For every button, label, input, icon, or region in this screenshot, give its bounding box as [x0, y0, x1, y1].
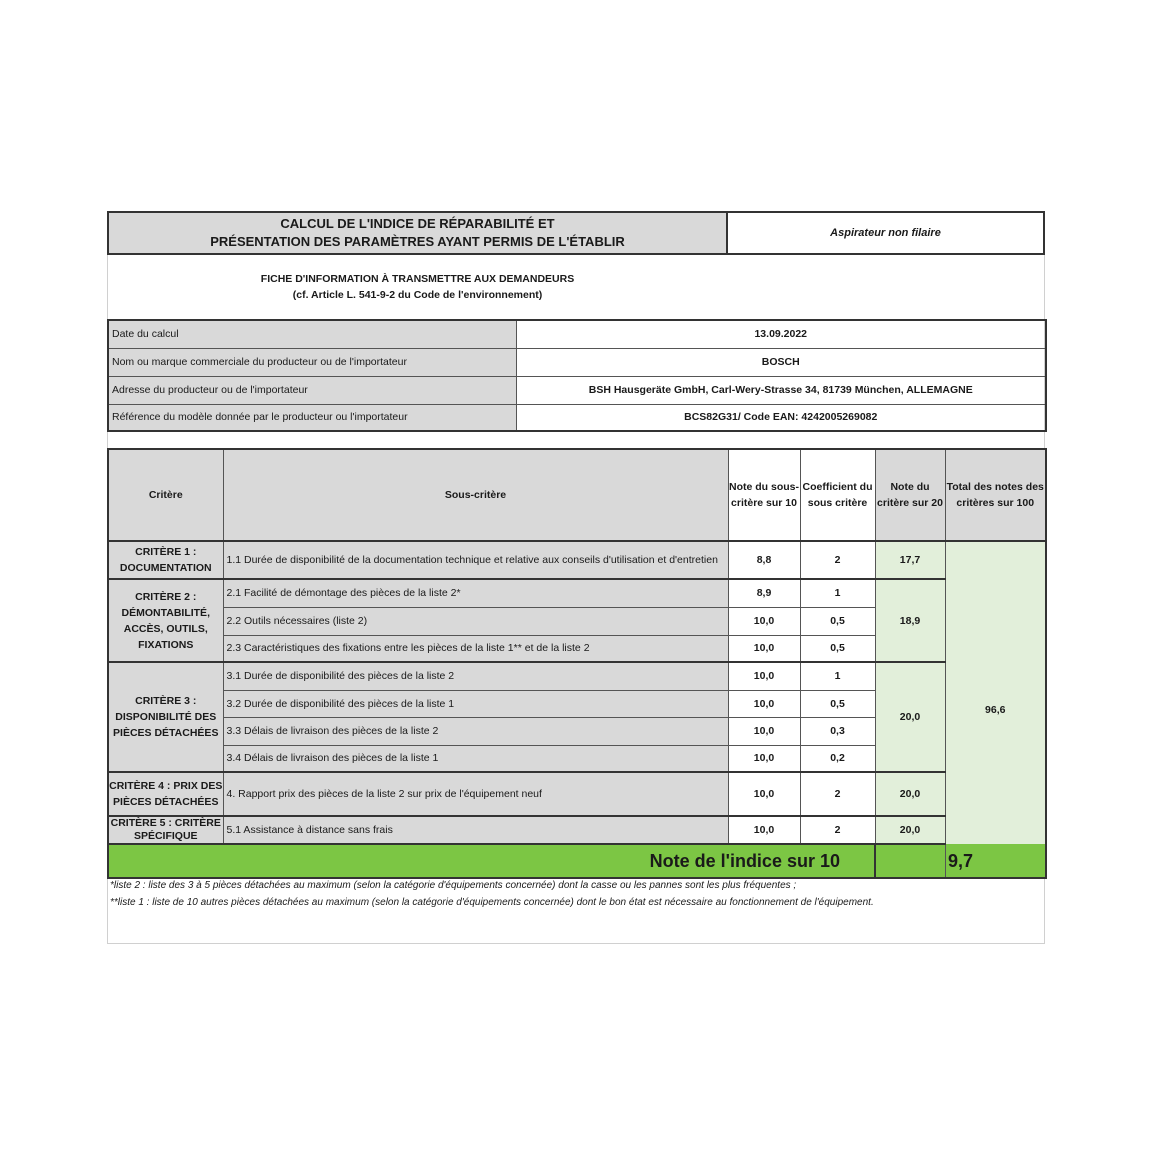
- header-coefficient: Coefficient du sous critère: [800, 449, 875, 541]
- criterion-3-score: 20,0: [875, 662, 945, 772]
- fiche-block: [107, 270, 728, 304]
- title-line-2: PRÉSENTATION DES PARAMÈTRES AYANT PERMIS DE L'ÉTABLIR: [210, 234, 625, 249]
- subcriterion-4: 4. Rapport prix des pièces de la liste 2 sur prix de l'équipement neuf: [223, 772, 728, 816]
- criterion-2-score: 18,9: [875, 579, 945, 662]
- note-5-1: 10,0: [728, 816, 800, 844]
- product-type-box: [726, 211, 1045, 255]
- header-note-critere: Note du critère sur 20: [875, 449, 945, 541]
- criterion-4-score: 20,0: [875, 772, 945, 816]
- info-label-date: Date du calcul: [108, 320, 516, 348]
- coef-3-3: 0,3: [800, 717, 875, 745]
- info-table: [107, 319, 1047, 432]
- note-2-3: 10,0: [728, 635, 800, 662]
- title-box: [107, 211, 728, 255]
- subcriterion-3-3: 3.3 Délais de livraison des pièces de la liste 2: [223, 717, 728, 745]
- criteria-table: [107, 448, 1047, 879]
- coef-3-4: 0,2: [800, 745, 875, 772]
- note-2-1: 8,9: [728, 579, 800, 607]
- index-label: Note de l'indice sur 10: [108, 844, 875, 878]
- note-4: 10,0: [728, 772, 800, 816]
- title-line-1: CALCUL DE L'INDICE DE RÉPARABILITÉ ET: [280, 216, 555, 231]
- note-3-3: 10,0: [728, 717, 800, 745]
- coef-2-2: 0,5: [800, 607, 875, 635]
- coef-5-1: 2: [800, 816, 875, 844]
- total-score-100: 96,6: [945, 541, 1046, 878]
- product-type: Aspirateur non filaire: [830, 227, 941, 239]
- header-critere: Critère: [108, 449, 223, 541]
- subcriterion-5-1: 5.1 Assistance à distance sans frais: [223, 816, 728, 844]
- coef-3-1: 1: [800, 662, 875, 690]
- coef-2-1: 1: [800, 579, 875, 607]
- criterion-5-name: CRITÈRE 5 : CRITÈRE SPÉCIFIQUE: [108, 816, 223, 844]
- subcriterion-2-1: 2.1 Facilité de démontage des pièces de la liste 2*: [223, 579, 728, 607]
- criterion-5-score: 20,0: [875, 816, 945, 844]
- header-total: Total des notes des critères sur 100: [945, 449, 1046, 541]
- info-label-address: Adresse du producteur ou de l'importateur: [108, 376, 516, 404]
- note-3-2: 10,0: [728, 690, 800, 717]
- info-value-brand: BOSCH: [516, 348, 1046, 376]
- criterion-1-name: CRITÈRE 1 : DOCUMENTATION: [108, 541, 223, 579]
- note-1-1: 8,8: [728, 541, 800, 579]
- info-label-brand: Nom ou marque commerciale du producteur ou de l'importateur: [108, 348, 516, 376]
- header-note-sous-critere: Note du sous-critère sur 10: [728, 449, 800, 541]
- subcriterion-2-2: 2.2 Outils nécessaires (liste 2): [223, 607, 728, 635]
- info-value-address: BSH Hausgeräte GmbH, Carl-Wery-Strasse 34, 81739 München, ALLEMAGNE: [516, 376, 1046, 404]
- footnote-liste-1: **liste 1 : liste de 10 autres pièces détachées au maximum (selon la catégorie d'équipements concernée) dont le bon état est nécessaire au fonctionnement de l'équipement.: [110, 897, 874, 908]
- footnotes: [110, 877, 1042, 911]
- info-value-reference: BCS82G31/ Code EAN: 4242005269082: [516, 404, 1046, 431]
- subcriterion-2-3: 2.3 Caractéristiques des fixations entre les pièces de la liste 1** et de la liste 2: [223, 635, 728, 662]
- criterion-4-name: CRITÈRE 4 : PRIX DES PIÈCES DÉTACHÉES: [108, 772, 223, 816]
- criterion-1-score: 17,7: [875, 541, 945, 579]
- footnote-liste-2: *liste 2 : liste des 3 à 5 pièces détachées au maximum (selon la catégorie d'équipements concernée) dont la casse ou les pannes sont les plus fréquentes ;: [110, 880, 797, 891]
- info-value-date: 13.09.2022: [516, 320, 1046, 348]
- subcriterion-3-1: 3.1 Durée de disponibilité des pièces de la liste 2: [223, 662, 728, 690]
- note-3-1: 10,0: [728, 662, 800, 690]
- coef-2-3: 0,5: [800, 635, 875, 662]
- subcriterion-3-4: 3.4 Délais de livraison des pièces de la liste 1: [223, 745, 728, 772]
- subcriterion-3-2: 3.2 Durée de disponibilité des pièces de la liste 1: [223, 690, 728, 717]
- criterion-2-name: CRITÈRE 2 : DÉMONTABILITÉ, ACCÈS, OUTILS, FIXATIONS: [108, 579, 223, 662]
- fiche-line-1: FICHE D'INFORMATION À TRANSMETTRE AUX DEMANDEURS: [260, 273, 575, 285]
- info-label-reference: Référence du modèle donnée par le producteur ou l'importateur: [108, 404, 516, 431]
- note-3-4: 10,0: [728, 745, 800, 772]
- header-sous-critere: Sous-critère: [223, 449, 728, 541]
- note-2-2: 10,0: [728, 607, 800, 635]
- index-value: 9,7: [875, 844, 1046, 878]
- coef-1-1: 2: [800, 541, 875, 579]
- coef-3-2: 0,5: [800, 690, 875, 717]
- fiche-line-2: (cf. Article L. 541-9-2 du Code de l'environnement): [292, 289, 543, 301]
- coef-4: 2: [800, 772, 875, 816]
- subcriterion-1-1: 1.1 Durée de disponibilité de la documentation technique et relative aux conseils d'utilisation et d'entretien: [223, 541, 728, 579]
- criterion-3-name: CRITÈRE 3 : DISPONIBILITÉ DES PIÈCES DÉTACHÉES: [108, 662, 223, 772]
